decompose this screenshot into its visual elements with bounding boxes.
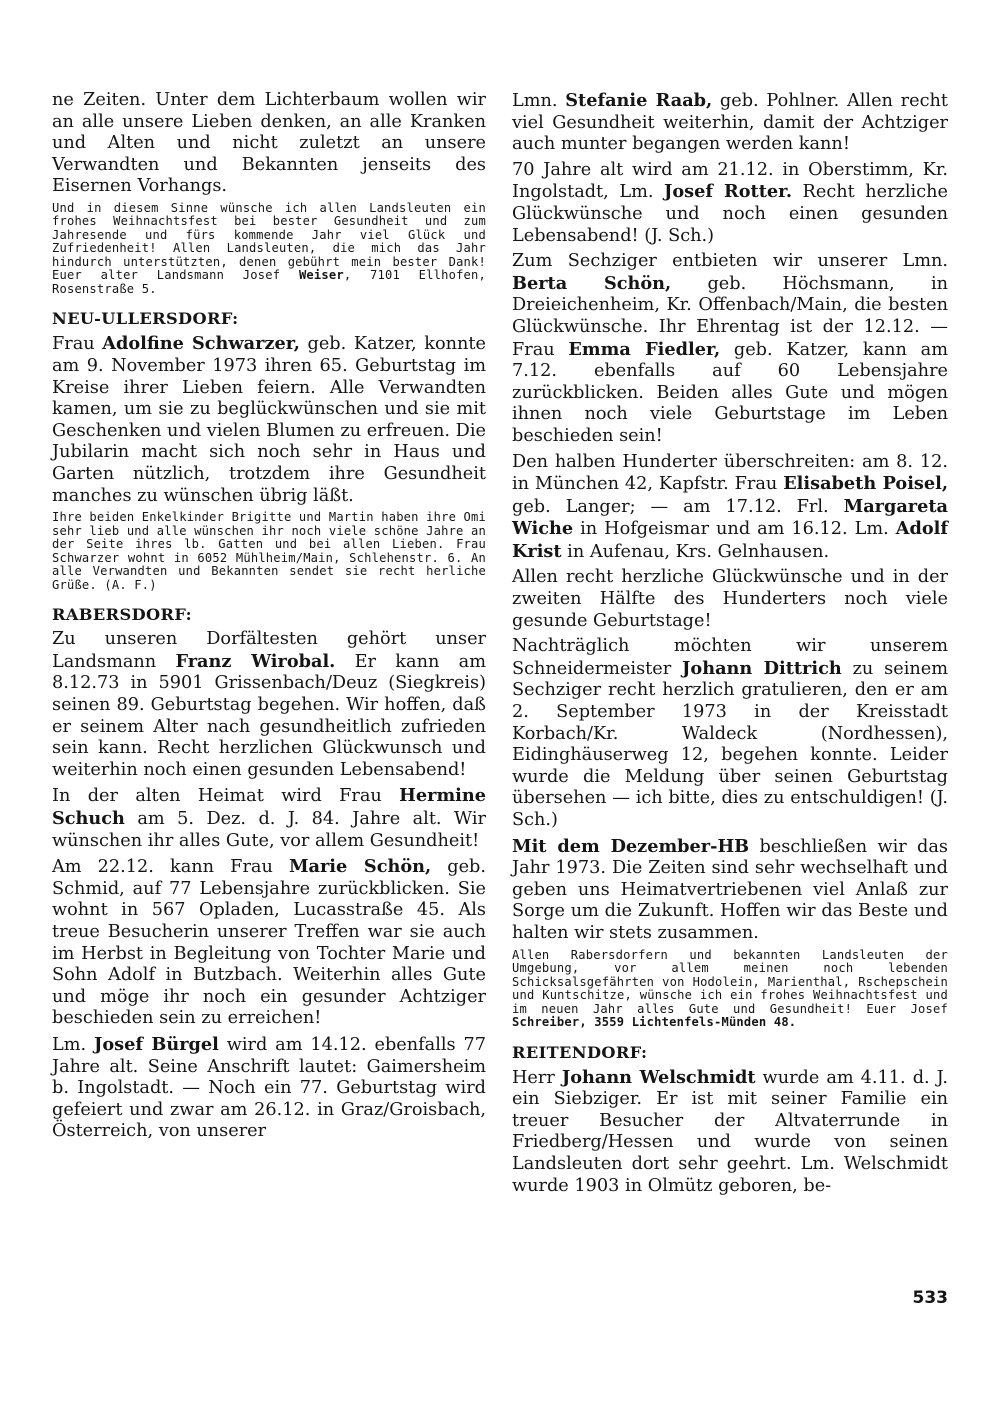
person-name: Josef Rotter. [664, 181, 792, 203]
article-paragraph [52, 333, 486, 507]
person-name: Josef Bürgel [94, 1033, 219, 1055]
greeting-note-paragraph [52, 202, 486, 297]
text-run: Allen Rabersdorfern und bekannten Landsleuten der Umgebung, vor allem meinen noch lebenden Schicksalsgefährten von Hodolein, Marienthal, Rschepschein und Kuntschitze, wünsche ich ein frohes Weihnachtsfest und im neuen Jahr alles Gute und Gesundheit! Euer Josef [512, 947, 948, 1016]
article-paragraph [512, 836, 948, 945]
text-run: geb. Langer; — am 17.12. Frl. [512, 496, 844, 517]
person-name: Marie Schön, [288, 856, 432, 878]
person-name: Margareta Wiche [512, 495, 948, 540]
person-name: Adolfine Schwarzer, [102, 333, 300, 355]
person-name: Emma Fiedler, [568, 338, 721, 360]
text-run: Herr [512, 1067, 562, 1088]
greeting-note-paragraph [512, 949, 948, 1030]
person-name: Weiser [298, 268, 344, 283]
article-paragraph [512, 160, 948, 247]
text-run: geb. Höchsmann, in Dreieichenheim, Kr. Offenbach/Main, die besten Glückwünsche. Ihr Ehrentag ist der 12.12. — Frau [512, 273, 949, 360]
article-paragraph [52, 856, 486, 1030]
text-run: In der alten Heimat wird Frau [52, 786, 400, 807]
text-run: , 7101 Ellhofen, Rosenstraße 5. [52, 268, 486, 296]
text-run: ne Zeiten. Unter dem Lichterbaum wollen wir an alle unsere Lieben denken, an alle Kranken und Alten und nicht zuletzt an unsere Verwandten und Bekannten jenseits des Eisernen Vorhangs. [52, 90, 486, 197]
text-run: Und in diesem Sinne wünsche ich allen Landsleuten ein frohes Weihnachtsfest bei bester Gesundheit und zum Jahresende und fürs kommende Jahr viel Glück und Zufriedenheit! Allen Landsleuten, die mich das Jahr hindurch unterstützten, denen gebührt mein bester Dank! Euer alter Landsmann Josef [52, 200, 486, 283]
text-run: Zum Sechziger entbieten wir unserer Lmn. [512, 251, 948, 272]
text-run: Lm. [52, 1034, 95, 1055]
text-run: am 5. Dez. d. J. 84. Jahre alt. Wir wünschen ihr alles Gute, vor allem Gesundheit! [52, 808, 486, 851]
text-run: Recht herzliche Glückwünsche und noch einen gesunden Lebensabend! (J. Sch.) [512, 182, 948, 246]
section-heading: REITENDORF: [512, 1042, 648, 1062]
text-run: in Hofgeismar und am 16.12. Lm. [573, 519, 896, 540]
text-run: geb. Katzer, kann am 7.12. ebenfalls auf 60 Lebensjahre zurückblicken. Beiden alles Gute und mögen ihnen noch viele Geburtstage im Leben beschieden sein! [512, 339, 949, 446]
text-run: geb. Pohlner. Allen recht viel Gesundheit weiterhin, damit der Achtziger auch munter begangen werden kann! [512, 91, 948, 155]
text-run: wird am 14.12. ebenfalls 77 Jahre alt. Seine Anschrift lautet: Gaimersheim b. Ingolstadt. — Noch ein 77. Geburtstag wird gefeiert und zwar am 26.12. in Graz/Groisbach, Österreich, von unserer [52, 1034, 486, 1142]
text-run: Allen recht herzliche Glückwünsche und in der zweiten Hälfte des Hunderters noch viele gesunde Geburtstage! [512, 567, 948, 631]
person-name: Schreiber, 3559 Lichtenfels-Münden 48. [512, 1015, 797, 1030]
text-run: Ihre beiden Enkelkinder Brigitte und Martin haben ihre Omi sehr lieb und alle wünschen ihr noch viele schöne Jahre an der Seite ihres lb. Gatten und bei allen Lieben. Frau Schwarzer wohnt in 6052 Mühlheim/Main, Schlehenstr. 6. An alle Verwandten und Bekannten sendet sie recht herliche Grüße. (A. F.) [52, 510, 486, 592]
right-column [512, 90, 948, 1201]
text-run: wurde am 4.11. d. J. ein Siebziger. Er ist mit seiner Familie ein treuer Besucher der Altvaterrunde in Friedberg/Hessen und wurde von seinen Landsleuten dort sehr geehrt. Lm. Welschmidt wurde 1903 in Olmütz geboren, be- [512, 1067, 948, 1196]
text-run: Den halben Hunderter überschreiten: am 8. 12. in München 42, Kapfstr. Frau [512, 451, 948, 495]
text-run: Frau [52, 334, 103, 355]
text-run: zu seinem Sechziger recht herzlich gratulieren, den er am 2. September 1973 in der Kreisstadt Korbach/Kr. Waldeck (Nordhessen), Eidinghäuserweg 12, begehen konnte. Leider wurde die Meldung über seinen Geburtstag übersehen — ich bitte, dies zu entschuldigen! (J. Sch.) [512, 658, 948, 830]
section-heading: RABERSDORF: [52, 605, 193, 625]
left-column [52, 90, 486, 1147]
text-run: 70 Jahre alt wird am 21.12. in Oberstimm, Kr. Ingolstadt, Lm. [512, 159, 948, 203]
person-name: Berta Schön, [512, 272, 672, 294]
article-paragraph [52, 90, 486, 198]
text-run: beschließen wir das Jahr 1973. Die Zeiten sind sehr wechselhaft und geben uns Heimatvertriebenen viel Anlaß zur Sorge um die Zukunft. Hoffen wir das Beste und halten wir stets zusammen. [512, 836, 948, 943]
text-run: Nachträglich möchten wir unserem Schneidermeister [512, 636, 948, 679]
article-paragraph [52, 1034, 486, 1143]
article-paragraph [512, 251, 948, 447]
person-name: Johann Dittrich [682, 657, 842, 679]
article-paragraph [512, 90, 948, 156]
article-paragraph [512, 567, 948, 632]
text-run: Er kann am 8.12.73 in 5901 Grissenbach/Deuz (Siegkreis) seinen 89. Geburtstag begehen. Wir hoffen, daß er seinem Alter nach gesundheitlich zufrieden sein kann. Recht herzlichen Glückwunsch und weiterhin noch einen gesunden Lebensabend! [52, 651, 486, 780]
person-name: Adolf Krist [512, 518, 948, 562]
greeting-note-paragraph [52, 511, 486, 592]
article-paragraph [52, 785, 486, 852]
page-number: 533 [912, 1288, 948, 1308]
section-heading: NEU-ULLERSDORF: [52, 309, 239, 329]
article-paragraph [52, 629, 486, 781]
person-name: Franz Wirobal. [175, 650, 336, 672]
text-run: geb. Schmid, auf 77 Lebensjahre zurückblicken. Sie wohnt in 567 Opladen, Lucasstraße 45. Als treue Besucherin unserer Treffen war sie auch im Herbst in Begleitung von Tochter Marie und Sohn Adolf in Butzbach. Weiterhin alles Gute und möge ihr noch ein gesunder Achtziger beschieden sein zu erreichen! [52, 857, 486, 1029]
text-run: Zu unseren Dorfältesten gehört unser Landsmann [52, 629, 486, 672]
person-name: Mit dem Dezember-HB [512, 835, 750, 857]
person-name: Stefanie Raab, [565, 90, 713, 111]
person-name: Hermine Schuch [52, 785, 486, 829]
article-paragraph [512, 452, 948, 564]
text-run: in Aufenau, Krs. Gelnhausen. [561, 541, 830, 562]
text-run: Am 22.12. kann Frau [52, 857, 289, 878]
article-paragraph [512, 636, 948, 831]
person-name: Johann Welschmidt [561, 1066, 756, 1088]
article-paragraph [512, 1067, 948, 1198]
text-run: Lmn. [512, 91, 566, 111]
text-run: geb. Katzer, konnte am 9. November 1973 ihren 65. Geburtstag im Kreise ihrer Lieben feiern. Alle Verwandten kamen, um sie zu beglückwünschen und sie mit Geschenken und vielen Blumen zu erfreuen. Die Jubilarin macht sich noch sehr in Haus und Garten nützlich, trotzdem ihre Gesundheit manches zu wünschen übrig läßt. [52, 334, 486, 506]
person-name: Elisabeth Poisel, [783, 473, 949, 495]
